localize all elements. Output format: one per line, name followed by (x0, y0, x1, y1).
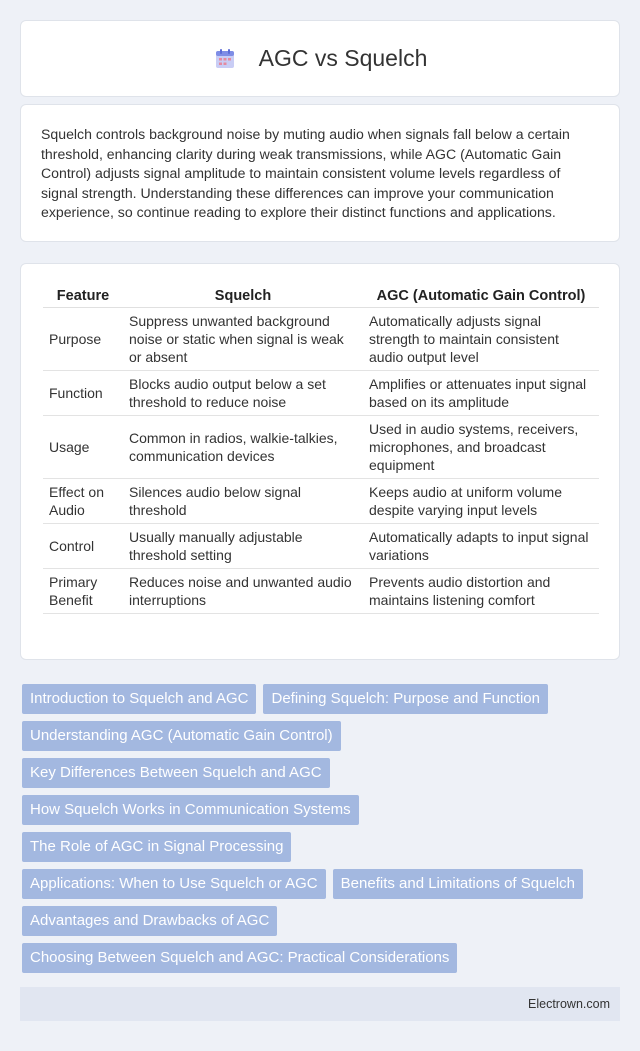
footer (20, 987, 620, 1021)
agc-cell: Keeps audio at uniform volume despite varying input levels (363, 479, 599, 524)
table-row (43, 308, 599, 371)
table-row (43, 524, 599, 569)
tag-link[interactable]: Benefits and Limitations of Squelch (333, 869, 583, 899)
squelch-cell: Suppress unwanted background noise or static when signal is weak or absent (123, 308, 363, 371)
agc-cell: Automatically adapts to input signal variations (363, 524, 599, 569)
intro-text: Squelch controls background noise by muting audio when signals fall below a certain threshold, enhancing clarity during weak transmissions, while AGC (Automatic Gain Control) adjusts signal amplitude to maintain consistent volume levels regardless of signal strength. Understanding these differences can improve your communication experience, so continue reading to explore their distinct functions and applications. (41, 126, 570, 221)
squelch-cell: Common in radios, walkie-talkies, communication devices (123, 416, 363, 479)
tag-link[interactable]: Applications: When to Use Squelch or AGC (22, 869, 326, 899)
table-header-row (43, 284, 599, 308)
tag-link[interactable]: How Squelch Works in Communication Systems (22, 795, 359, 825)
feature-cell: Effect on Audio (43, 479, 123, 524)
agc-cell: Amplifies or attenuates input signal based on its amplitude (363, 371, 599, 416)
comparison-table-card (20, 263, 620, 660)
column-header-feature: Feature (43, 284, 123, 308)
column-header-squelch: Squelch (123, 284, 363, 308)
feature-cell: Function (43, 371, 123, 416)
footer-site[interactable]: Electrown.com (528, 997, 610, 1011)
comparison-table (43, 284, 599, 614)
feature-cell: Purpose (43, 308, 123, 371)
tag-link[interactable]: Introduction to Squelch and AGC (22, 684, 256, 714)
feature-cell: Primary Benefit (43, 569, 123, 614)
feature-cell: Usage (43, 416, 123, 479)
tag-link[interactable]: The Role of AGC in Signal Processing (22, 832, 291, 862)
calendar-icon (213, 47, 237, 71)
header-card (20, 20, 620, 97)
feature-cell: Control (43, 524, 123, 569)
page-title: AGC vs Squelch (258, 45, 428, 71)
intro-card (20, 104, 620, 242)
table-row (43, 371, 599, 416)
agc-cell: Prevents audio distortion and maintains listening comfort (363, 569, 599, 614)
squelch-cell: Reduces noise and unwanted audio interruptions (123, 569, 363, 614)
tag-link[interactable]: Key Differences Between Squelch and AGC (22, 758, 330, 788)
agc-cell: Automatically adjusts signal strength to maintain consistent audio output level (363, 308, 599, 371)
table-row (43, 416, 599, 479)
squelch-cell: Silences audio below signal threshold (123, 479, 363, 524)
topic-tags (22, 684, 622, 980)
squelch-cell: Usually manually adjustable threshold setting (123, 524, 363, 569)
tag-link[interactable]: Advantages and Drawbacks of AGC (22, 906, 277, 936)
table-row (43, 569, 599, 614)
column-header-agc: AGC (Automatic Gain Control) (363, 284, 599, 308)
agc-cell: Used in audio systems, receivers, microphones, and broadcast equipment (363, 416, 599, 479)
tag-link[interactable]: Defining Squelch: Purpose and Function (263, 684, 548, 714)
table-row (43, 479, 599, 524)
squelch-cell: Blocks audio output below a set threshold to reduce noise (123, 371, 363, 416)
tag-link[interactable]: Choosing Between Squelch and AGC: Practical Considerations (22, 943, 457, 973)
tag-link[interactable]: Understanding AGC (Automatic Gain Control) (22, 721, 341, 751)
